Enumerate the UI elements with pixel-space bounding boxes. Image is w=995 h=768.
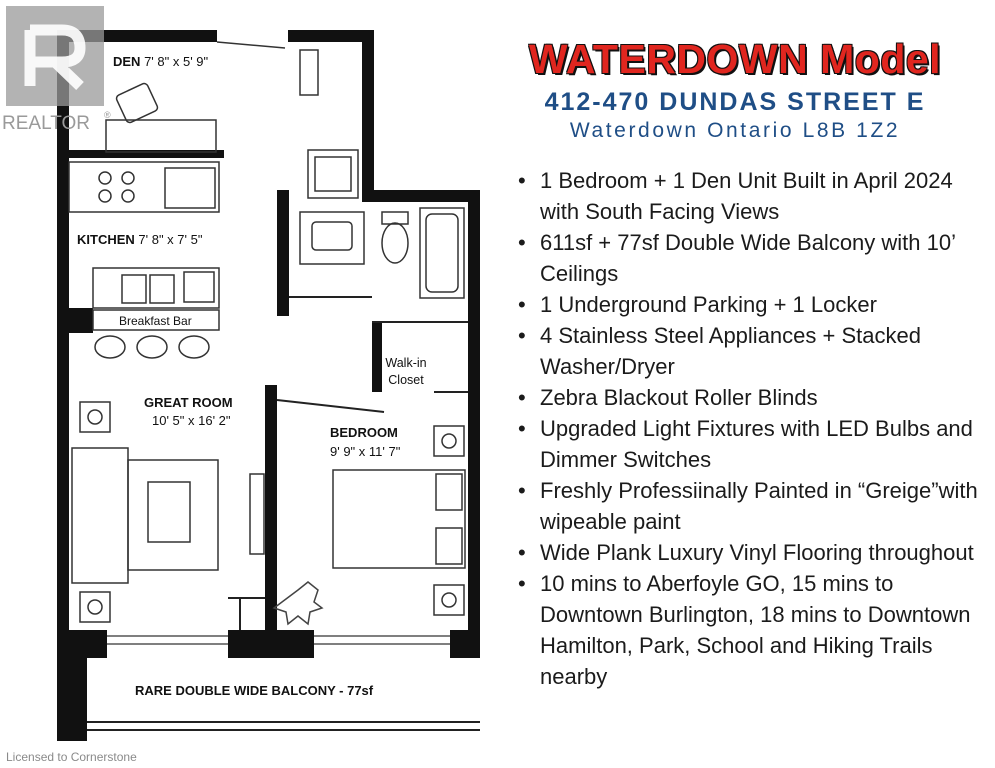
walk-in-closet-label	[382, 355, 430, 389]
feature-text: Wide Plank Luxury Vinyl Flooring throughout	[540, 540, 974, 565]
bullet-icon: •	[518, 385, 526, 410]
feature-text: Freshly Professiinally Painted in “Greige”with wipeable paint	[540, 478, 978, 534]
balcony-label: RARE DOUBLE WIDE BALCONY - 77sf	[135, 683, 374, 698]
bullet-icon: •	[518, 292, 526, 317]
bullet-icon: •	[518, 540, 526, 565]
bullet-icon: •	[518, 416, 526, 441]
list-item	[513, 227, 983, 289]
feature-text: 1 Underground Parking + 1 Locker	[540, 292, 877, 317]
bathroom-fixtures	[300, 208, 464, 298]
bullet-icon: •	[518, 168, 526, 193]
bedroom-furniture	[274, 470, 465, 624]
great-room-name: GREAT ROOM	[144, 395, 233, 410]
list-item	[513, 413, 983, 475]
feature-text: 4 Stainless Steel Appliances + Stacked Washer/Dryer	[540, 323, 921, 379]
kitchen-name: KITCHEN	[77, 232, 135, 247]
license-footer: Licensed to Cornerstone	[6, 750, 137, 764]
den-dims: 7' 8" x 5' 9"	[144, 54, 209, 69]
kitchen-dims: 7' 8" x 7' 5"	[138, 232, 203, 247]
realtor-logo-mark: ®	[104, 110, 111, 120]
feature-text: 1 Bedroom + 1 Den Unit Built in April 2024 with South Facing Views	[540, 168, 953, 224]
list-item	[513, 568, 983, 692]
bullet-icon: •	[518, 571, 526, 596]
address-line: 412-470 DUNDAS STREET E	[544, 88, 926, 116]
breakfast-bar-label: Breakfast Bar	[119, 314, 192, 328]
feature-text: Zebra Blackout Roller Blinds	[540, 385, 818, 410]
great-room-dims: 10' 5" x 16' 2"	[152, 413, 231, 428]
walk-in-closet-line2: Closet	[388, 373, 424, 387]
feature-list	[513, 165, 983, 692]
list-item	[513, 165, 983, 227]
bullet-icon: •	[518, 478, 526, 503]
list-item	[513, 289, 983, 320]
realtor-logo-watermark	[0, 0, 120, 140]
den-name: DEN	[113, 54, 141, 69]
feature-text: 10 mins to Aberfoyle GO, 15 mins to Downtown Burlington, 18 mins to Downtown Hamilton, Park, School and Hiking Trails nearby	[540, 571, 971, 689]
city-line: Waterdown Ontario L8B 1Z2	[569, 119, 901, 142]
model-title: WATERDOWN Model	[528, 36, 942, 82]
bedroom-dims: 9' 9" x 11' 7"	[330, 444, 401, 459]
feature-text: Upgraded Light Fixtures with LED Bulbs and Dimmer Switches	[540, 416, 973, 472]
walk-in-closet-line1: Walk-in	[385, 356, 427, 370]
kitchen-label	[77, 232, 202, 247]
bullet-icon: •	[518, 323, 526, 348]
list-item	[513, 320, 983, 382]
list-item	[513, 382, 983, 413]
feature-text: 611sf + 77sf Double Wide Balcony with 10’ Ceilings	[540, 230, 956, 286]
realtor-logo-text: REALTOR	[2, 113, 90, 134]
bullet-icon: •	[518, 230, 526, 255]
bedroom-name: BEDROOM	[330, 425, 398, 440]
list-item	[513, 475, 983, 537]
list-item	[513, 537, 983, 568]
den-label	[113, 54, 208, 69]
